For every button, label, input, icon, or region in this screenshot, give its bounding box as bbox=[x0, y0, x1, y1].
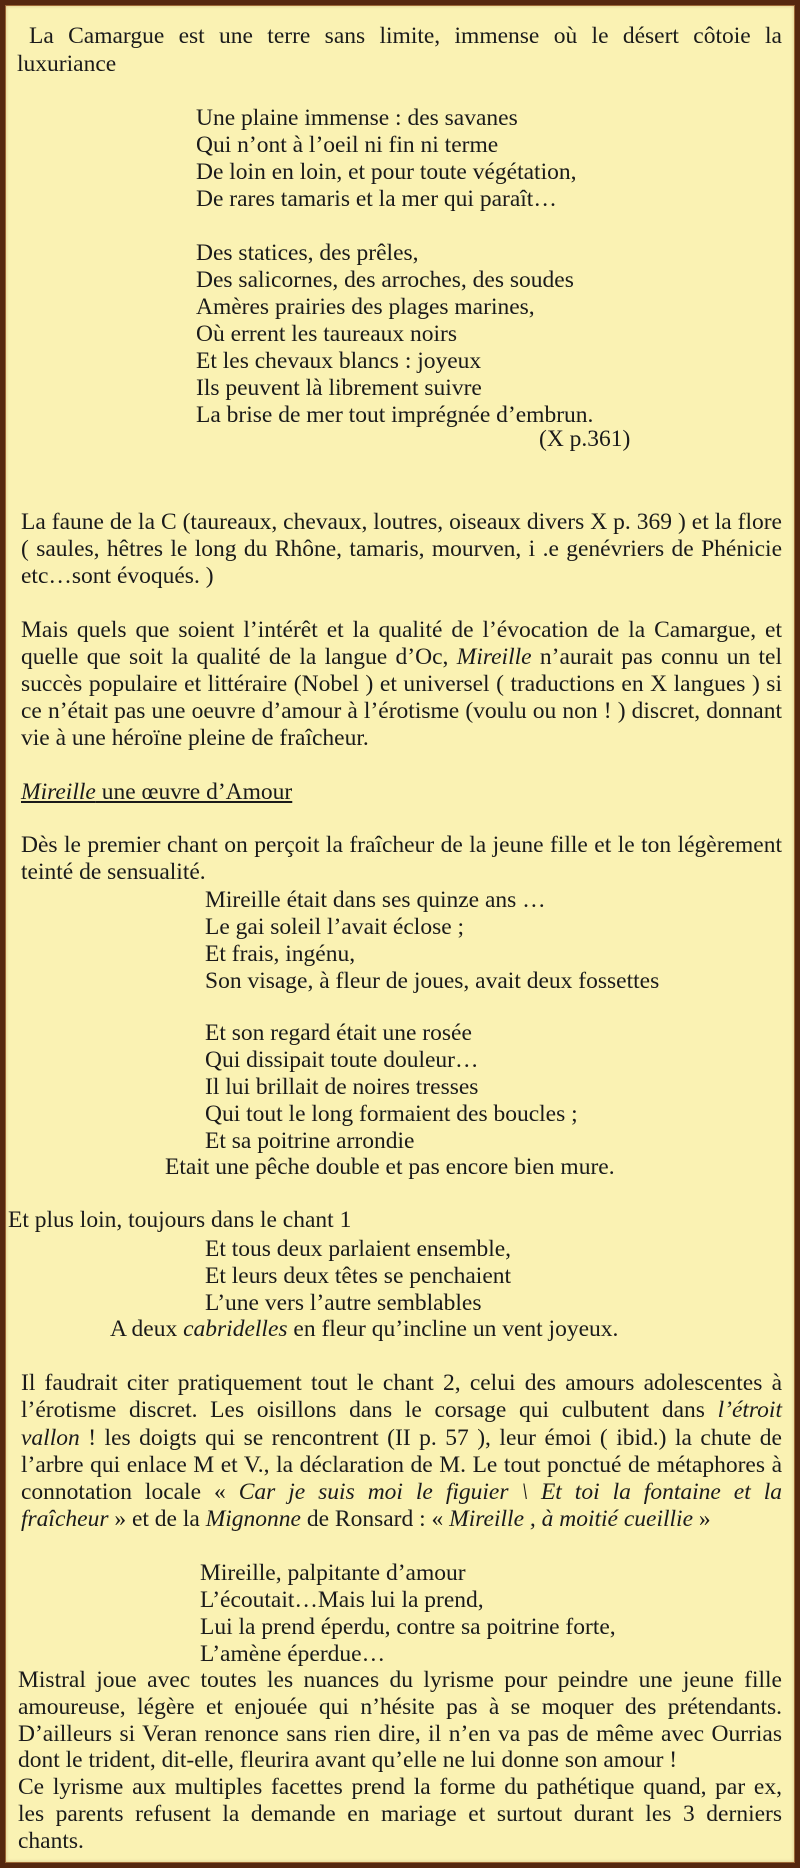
text-segment: ! les doigts qui se rencontrent (II p. 57 ), leur émoi ( ibid.) la chute de bbox=[79, 1424, 782, 1451]
work-title: Mireille bbox=[456, 644, 532, 670]
paragraph-line: ( saules, hêtres le long du Rhône, tamaris, mourven, i .e genévriers de Phénicie bbox=[21, 536, 782, 562]
paragraph-line: teinté de sensualité. bbox=[21, 859, 206, 885]
text-segment: » bbox=[693, 1506, 711, 1533]
verse-line: Lui la prend éperdu, contre sa poitrine forte, bbox=[200, 1614, 616, 1640]
verse-line: Une plaine immense : des savanes bbox=[196, 105, 518, 131]
paragraph-line: D’ailleurs si Veran renonce sans rien dire, il n’en va pas de même avec Ourrias bbox=[18, 1720, 782, 1747]
fauna-paragraph bbox=[21, 509, 782, 590]
quotation: vallon bbox=[21, 1424, 80, 1451]
verse-line: Et frais, ingénu, bbox=[205, 941, 356, 967]
text-segment: de Ronsard : « bbox=[301, 1506, 450, 1533]
paragraph-line: dont le trident, dit-elle, fleurira avant qu’elle ne lui donne son amour ! bbox=[18, 1747, 678, 1774]
heading-work-title: Mireille bbox=[21, 779, 96, 805]
quotation: l’étroit bbox=[717, 1397, 782, 1424]
poem-stanza bbox=[205, 887, 659, 995]
transition-line: Et plus loin, toujours dans le chant 1 bbox=[8, 1207, 352, 1233]
verse-line: Etait une pêche double et pas encore bien mure. bbox=[165, 1154, 615, 1180]
verse-line: De loin en loin, et pour toute végétation, bbox=[196, 159, 577, 185]
verse-line: Et sa poitrine arrondie bbox=[205, 1128, 415, 1154]
verse-line: Et son regard était une rosée bbox=[205, 1020, 472, 1046]
paragraph-line bbox=[21, 1425, 782, 1452]
text-segment: en fleur qu’incline un vent joyeux. bbox=[287, 1316, 619, 1342]
verse-line: Des statices, des prêles, bbox=[196, 240, 419, 266]
verse-line: Mireille, palpitante d’amour bbox=[200, 1560, 466, 1586]
verse-line: Mireille était dans ses quinze ans … bbox=[205, 887, 546, 913]
text-segment: A deux bbox=[110, 1316, 184, 1342]
verse-line: De rares tamaris et la mer qui paraît… bbox=[196, 186, 557, 212]
text-segment: quelle que soit la qualité de la langue d’Oc, bbox=[21, 644, 457, 670]
text-segment: » et de la bbox=[108, 1506, 206, 1533]
paragraph-line: La faune de la C (taureaux, chevaux, loutres, oiseaux divers X p. 369 ) et la flore bbox=[21, 509, 782, 535]
verse-line: Qui n’ont à l’oeil ni fin ni terme bbox=[196, 132, 499, 158]
verse-line: Des salicornes, des arroches, des soudes bbox=[196, 267, 574, 293]
paragraph-line bbox=[21, 1506, 782, 1533]
verse-line: L’amène éperdue… bbox=[200, 1641, 386, 1667]
paragraph-line: ce n’était pas une oeuvre d’amour à l’érotisme (voulu ou non ! ) discret, donnant bbox=[21, 698, 782, 724]
section-heading bbox=[21, 779, 292, 806]
verse-line: Qui dissipait toute douleur… bbox=[205, 1047, 479, 1073]
first-chant-paragraph bbox=[21, 832, 782, 886]
text-segment: n’aurait pas connu un tel bbox=[531, 644, 783, 670]
verse-line: L’une vers l’autre semblables bbox=[205, 1290, 482, 1316]
paragraph-line bbox=[21, 1397, 782, 1424]
work-title: Mignonne bbox=[205, 1506, 301, 1533]
verse-line: Amères prairies des plages marines, bbox=[196, 294, 535, 320]
verse-line: La brise de mer tout imprégnée d’embrun. bbox=[196, 402, 594, 428]
verse-line: Où errent les taureaux noirs bbox=[196, 321, 458, 347]
paragraph-line bbox=[21, 644, 782, 671]
verse-line: Ils peuvent là librement suivre bbox=[196, 375, 482, 401]
verse-line: Le gai soleil l’avait éclose ; bbox=[205, 914, 465, 940]
paragraph-line: Mais quels que soient l’intérêt et la qualité de l’évocation de la Camargue, et bbox=[21, 617, 782, 643]
verse-line: Et leurs deux têtes se penchaient bbox=[205, 1263, 512, 1289]
paragraph-line: vie à une héroïne pleine de fraîcheur. bbox=[21, 725, 369, 751]
quotation: fraîcheur bbox=[21, 1506, 109, 1533]
paragraph-line: Il faudrait citer pratiquement tout le chant 2, celui des amours adolescentes à bbox=[21, 1370, 782, 1396]
citation-reference: (X p.361) bbox=[539, 426, 631, 452]
verse-line: Et les chevaux blancs : joyeux bbox=[196, 348, 482, 374]
paragraph-line: etc…sont évoqués. ) bbox=[21, 563, 214, 589]
paragraph-line: amoureuse, légère et enjouée qui n’hésite pas à se moquer des prétendants. bbox=[18, 1693, 782, 1720]
chant-2-paragraph bbox=[21, 1370, 782, 1534]
paragraph-line: Dès le premier chant on perçoit la fraîcheur de la jeune fille et le ton légèrement bbox=[21, 832, 782, 858]
paragraph-line: succès populaire et littéraire (Nobel ) et universel ( traductions en X langues ) si bbox=[21, 671, 782, 697]
intro-paragraph bbox=[17, 22, 782, 78]
poem-term: cabridelles bbox=[183, 1316, 288, 1342]
quotation: Car je suis moi le figuier \ Et toi la fontaine et la bbox=[238, 1479, 782, 1506]
paragraph-line: Ce lyrisme aux multiples facettes prend la forme du pathétique quand, par ex, bbox=[18, 1774, 782, 1801]
paragraph-line: Mistral joue avec toutes les nuances du lyrisme pour peindre une jeune fille bbox=[18, 1667, 782, 1693]
heading-text: une œuvre d’Amour bbox=[95, 779, 293, 805]
verse-line: Il lui brillait de noires tresses bbox=[205, 1074, 479, 1100]
text-segment: l’érotisme discret. Les oisillons dans le corsage qui culbutent dans bbox=[21, 1397, 718, 1424]
poem-stanza bbox=[205, 1020, 578, 1155]
paragraph-line: luxuriance bbox=[17, 51, 117, 77]
poem-stanza bbox=[196, 240, 593, 429]
verse-line bbox=[110, 1316, 618, 1343]
success-paragraph bbox=[21, 617, 782, 752]
verse-line: Son visage, à fleur de joues, avait deux fossettes bbox=[205, 968, 660, 994]
paragraph-line bbox=[21, 1479, 782, 1506]
paragraph-line: La Camargue est une terre sans limite, immense où le désert côtoie la bbox=[29, 23, 782, 49]
paragraph-line: l’arbre qui enlace M et V., la déclaration de M. Le tout ponctué de métaphores à bbox=[21, 1451, 782, 1478]
poem-stanza bbox=[200, 1560, 616, 1668]
verse-line: Et tous deux parlaient ensemble, bbox=[205, 1236, 512, 1262]
poem-stanza bbox=[205, 1236, 511, 1317]
verse-line: L’écoutait…Mais lui la prend, bbox=[200, 1587, 484, 1613]
lyricism-paragraph bbox=[18, 1667, 782, 1855]
poem-stanza bbox=[196, 105, 576, 213]
verse-line: Qui tout le long formaient des boucles ; bbox=[205, 1101, 578, 1127]
paragraph-line: les parents refusent la demande en mariage et surtout durant les 3 derniers bbox=[18, 1800, 782, 1827]
quotation: Mireille , à moitié cueillie bbox=[449, 1506, 694, 1533]
paragraph-line: chants. bbox=[18, 1827, 84, 1854]
text-segment: connotation locale « bbox=[21, 1479, 239, 1506]
